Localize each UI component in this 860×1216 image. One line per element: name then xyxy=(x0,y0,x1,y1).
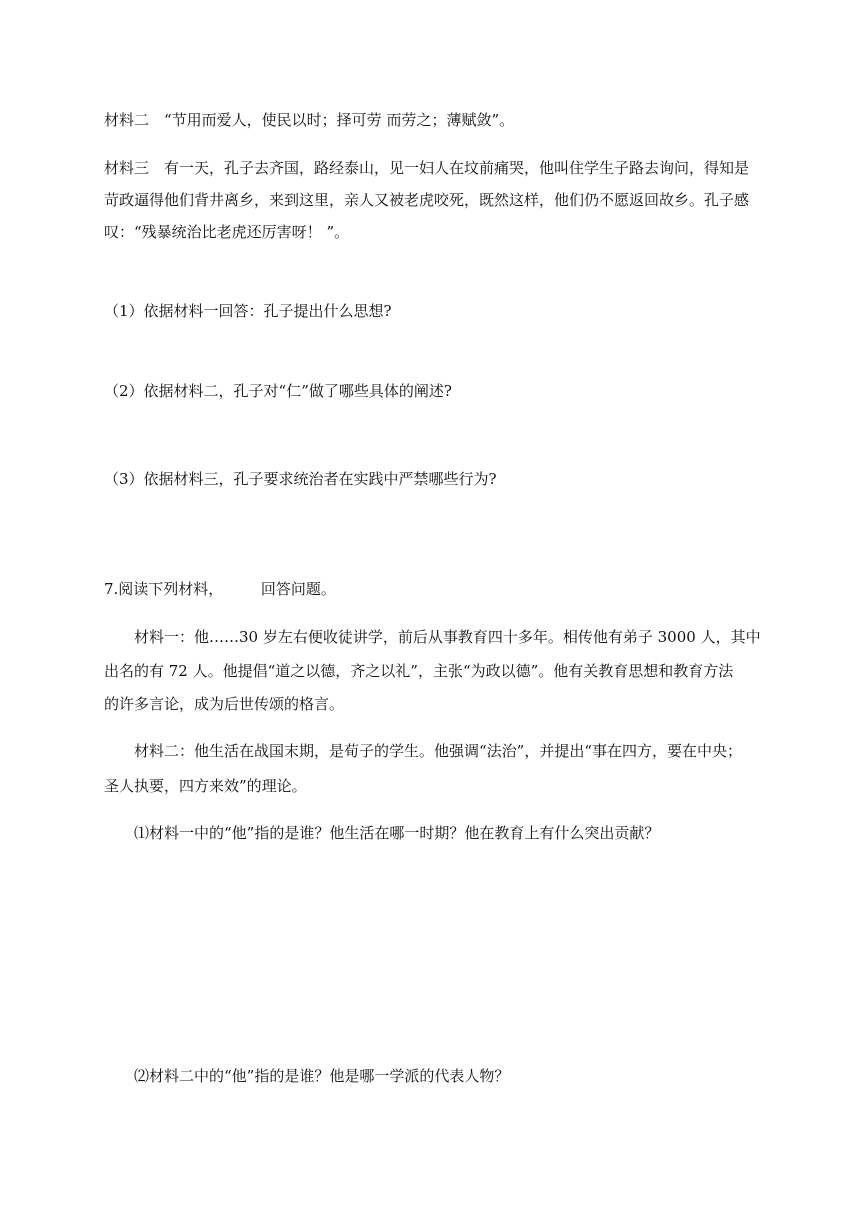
material-one-line-3: 的许多言论，成为后世传颂的格言。 xyxy=(104,695,345,713)
question-1: （1）依据材料一回答：孔子提出什么思想? xyxy=(104,302,392,320)
material-one-line-1: 材料一：他……30 岁左右便收徒讲学，前后从事教育四十多年。相传他有弟子 3000 人，其中 xyxy=(134,628,761,646)
sub-question-1: ⑴材料一中的“他”指的是谁？他生活在哪一时期？他在教育上有什么突出贡献？ xyxy=(134,824,660,842)
material-3-line-3: 叹：“残暴统治比老虎还厉害呀！ ”。 xyxy=(104,223,350,241)
section-7-heading: 7.阅读下列材料， 回答问题。 xyxy=(104,580,336,598)
material-one-line-2: 出名的有 72 人。他提倡“道之以德，齐之以礼”，主张“为政以德”。他有关教育思想和教育方法 xyxy=(104,662,734,680)
material-2-text: 材料二 “节用而爱人，使民以时；择可劳 而劳之；薄赋敛”。 xyxy=(104,111,515,129)
sub-question-2: ⑵材料二中的“他”指的是谁？他是哪一学派的代表人物？ xyxy=(134,1067,510,1085)
material-two-line-1: 材料二：他生活在战国末期，是荀子的学生。他强调“法治”，并提出“事在四方，要在中央； xyxy=(134,742,743,760)
material-3-line-2: 苛政逼得他们背井离乡，来到这里，亲人又被老虎咬死，既然这样，他们仍不愿返回故乡。孔子感 xyxy=(104,191,750,209)
material-3-line-1: 材料三 有一天，孔子去齐国，路经泰山，见一妇人在坟前痛哭，他叫住学生子路去询问，得知是 xyxy=(104,159,750,177)
material-two-line-2: 圣人执要，四方来效”的理论。 xyxy=(104,777,307,795)
question-2: （2）依据材料二，孔子对“仁”做了哪些具体的阐述? xyxy=(104,382,452,400)
question-3: （3）依据材料三，孔子要求统治者在实践中严禁哪些行为? xyxy=(104,470,497,488)
